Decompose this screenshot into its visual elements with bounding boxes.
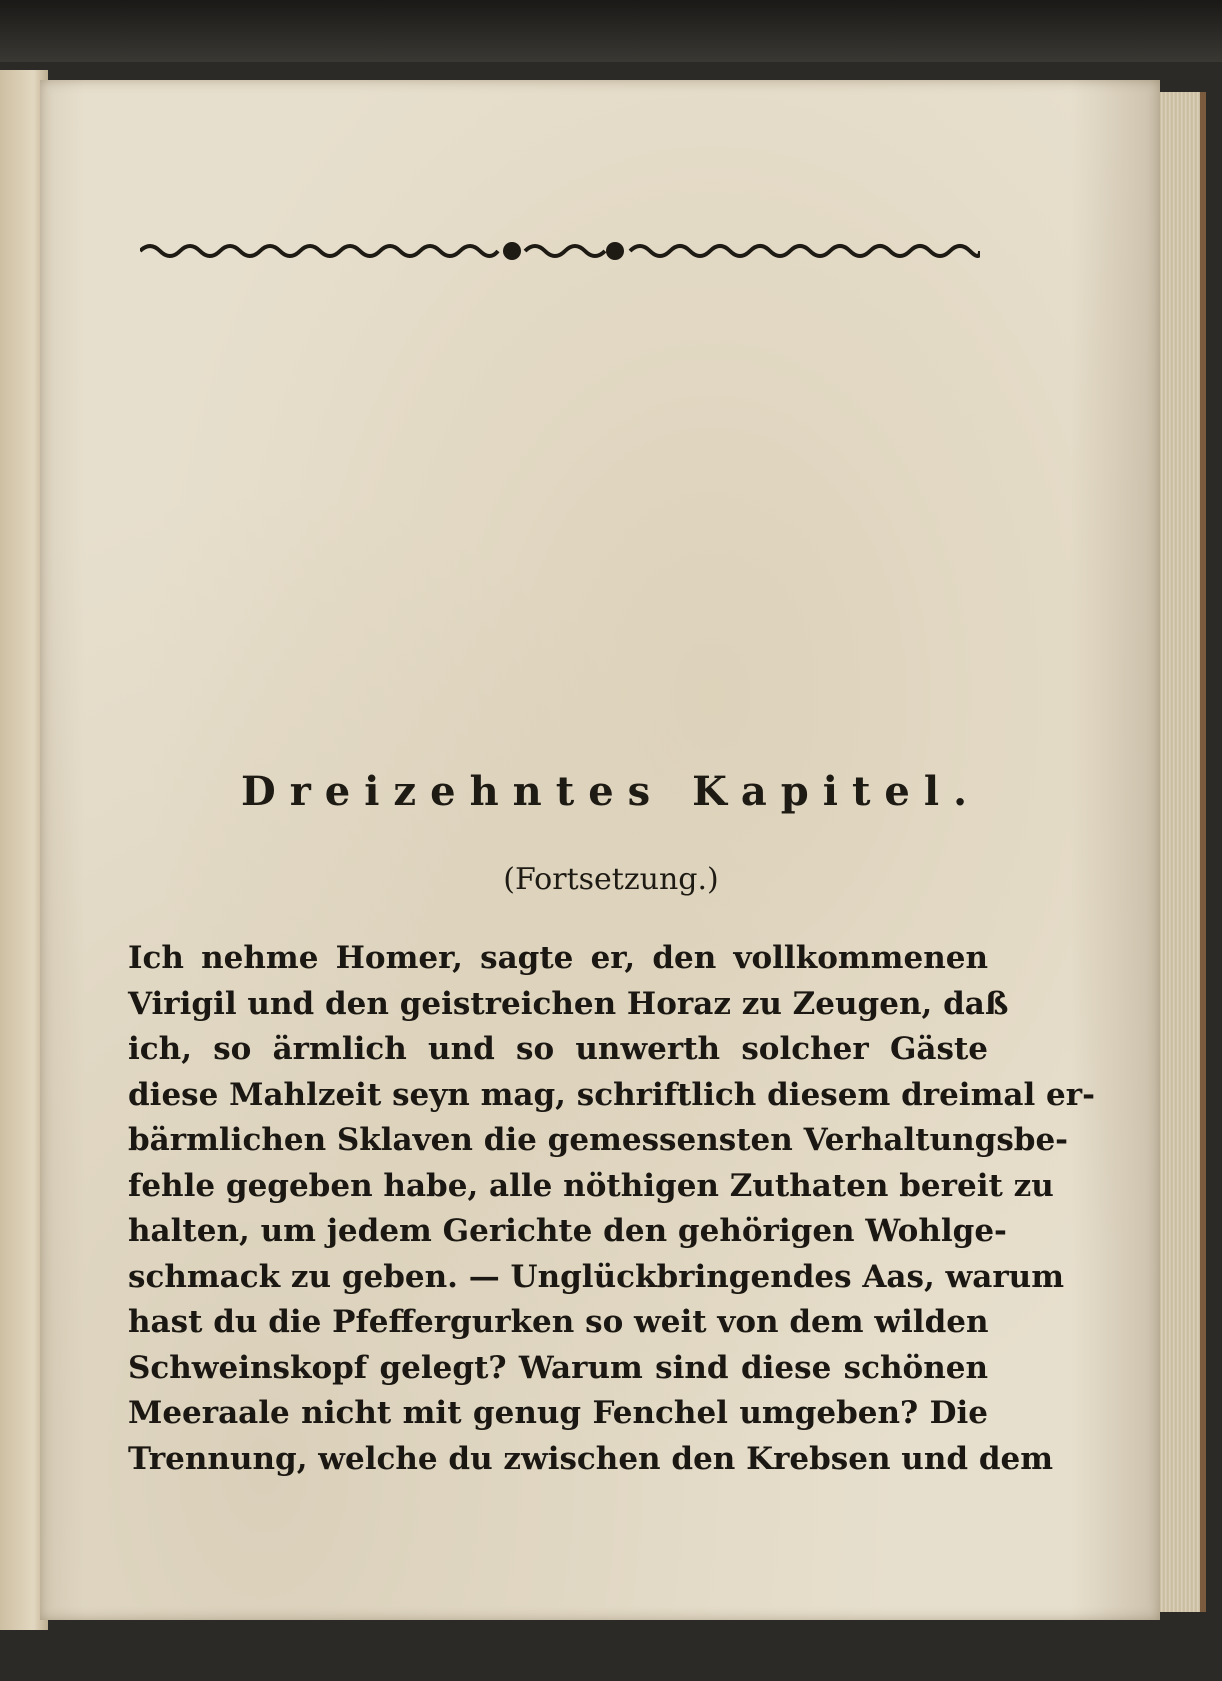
ornament-wave-left [140,246,498,256]
ornament-wave-middle [525,246,605,256]
text-line: halten, um jedem Gerichte den gehörigen Wohlge- [128,1213,1007,1249]
ornament-wave-right [630,246,980,256]
ornament-dot-right [606,242,624,260]
text-line: ich, so ärmlich und so unwerth solcher Gäste [128,1031,988,1067]
ornament-dot-left [503,242,521,260]
chapter-subtitle: (Fortsetzung.) [503,862,719,897]
chapter-title: Dreizehntes Kapitel. [241,768,981,815]
text-line: hast du die Pfeffergurken so weit von dem wilden [128,1304,989,1340]
text-line: diese Mahlzeit seyn mag, schriftlich diesem dreimal er- [128,1076,1095,1113]
text-line: fehle gegeben habe, alle nöthigen Zuthaten bereit zu [128,1167,1054,1204]
body-paragraph [128,936,1095,1482]
text-line: Ich nehme Homer, sagte er, den vollkommenen [128,940,988,976]
text-line: Schweinskopf gelegt? Warum sind diese schönen [128,1349,988,1386]
text-line: Trennung, welche du zwischen den Krebsen und dem [128,1440,1054,1477]
ornamental-rule [140,228,980,274]
text-line: Virigil und den geistreichen Horaz zu Zeugen, daß [128,985,1009,1022]
text-line: Meeraale nicht mit genug Fenchel umgeben? Die [128,1395,988,1431]
text-line: bärmlichen Sklaven die gemessensten Verhaltungsbe- [128,1122,1069,1158]
text-line: schmack zu geben. — Unglückbringendes Aas, warum [128,1258,1064,1295]
book-spine-top [0,0,1222,62]
